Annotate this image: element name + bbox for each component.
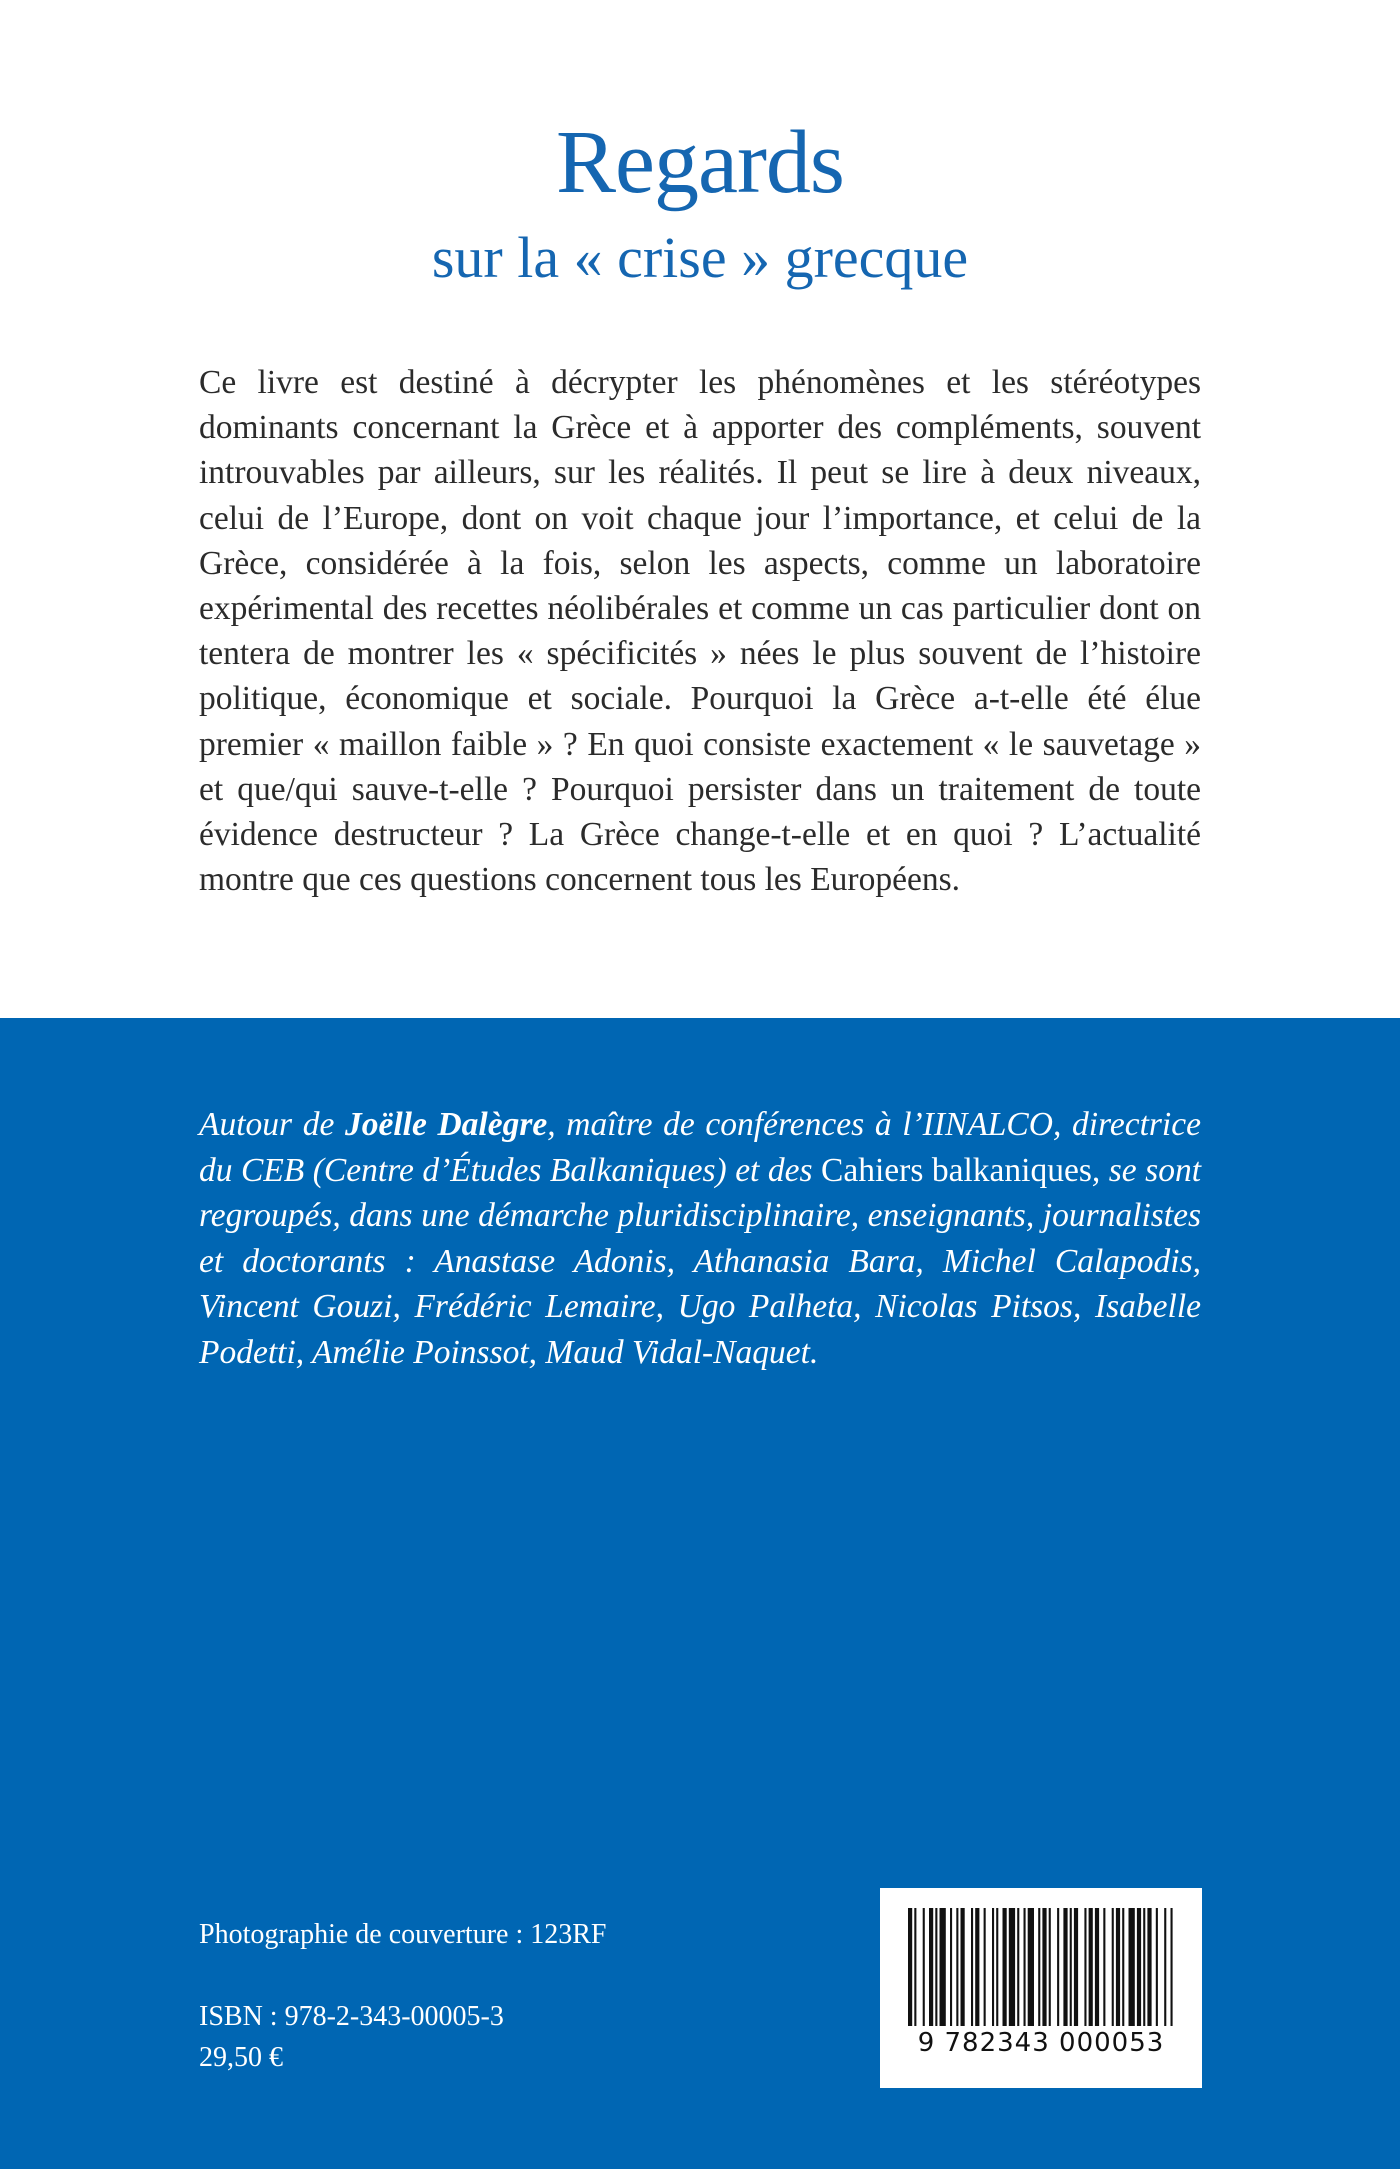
- barcode-bar: [1070, 1908, 1072, 2026]
- barcode-bar: [971, 1908, 973, 2026]
- barcode-bar: [1089, 1908, 1093, 2026]
- barcode-bar: [984, 1908, 986, 2026]
- barcode-bar: [940, 1908, 946, 2026]
- barcode-bar: [914, 1908, 916, 2026]
- barcode-bar: [975, 1908, 979, 2026]
- barcode-bar: [908, 1908, 912, 2026]
- book-subtitle: sur la « crise » grecque: [431, 225, 969, 290]
- barcode-bar: [1156, 1908, 1158, 2026]
- isbn: ISBN : 978-2-343-00005-3: [199, 2001, 504, 2032]
- book-title: Regards: [556, 113, 844, 212]
- barcode-bar: [1147, 1908, 1151, 2026]
- barcode-digits: 9 782343 000053: [917, 2028, 1165, 2058]
- barcode-bar: [950, 1908, 952, 2026]
- authors-intro: Autour de: [199, 1106, 345, 1143]
- editor-name: Joëlle Dalègre: [344, 1106, 548, 1143]
- barcode-bar: [1116, 1908, 1120, 2026]
- barcode-bar: [1024, 1908, 1026, 2026]
- photo-credit: Photographie de couverture : 123RF: [199, 1919, 607, 1950]
- authors-paragraph: [199, 1102, 1201, 1375]
- barcode-bar: [1028, 1908, 1034, 2026]
- barcode: [880, 1888, 1202, 2088]
- barcode-bar: [1129, 1908, 1135, 2026]
- barcode-bar: [1038, 1908, 1040, 2026]
- barcode-bar: [929, 1908, 933, 2026]
- barcode-bar: [1112, 1908, 1114, 2026]
- barcode-bar: [1057, 1908, 1059, 2026]
- authors-text-2: , se sont regroupés, dans une démarche pluridisciplinaire, enseignants, journalistes et doctorants : Anastase Adonis, Athanasia Bara, Michel Calapodis, Vincent Gouzi, Frédéric Lemaire, Ugo Palheta, Nicolas Pitsos, Isabelle Podetti, Amélie Poinssot, Maud Vidal-Naquet.: [199, 1151, 1201, 1371]
- barcode-bar: [1084, 1908, 1086, 2026]
- top-panel: [0, 0, 1400, 1018]
- barcode-bar: [1017, 1908, 1019, 2026]
- barcode-bar: [1137, 1908, 1141, 2026]
- barcode-bar: [1049, 1908, 1051, 2026]
- barcode-bar: [1171, 1908, 1173, 2026]
- barcode-bar: [1074, 1908, 1078, 2026]
- barcode-bars: [880, 1888, 1202, 2088]
- bottom-panel: [0, 1018, 1400, 2169]
- barcode-bar: [935, 1908, 937, 2026]
- authors-text-1: , maître de conférences à l’IINALCO, directrice du CEB (Centre d’Études Balkaniques) et des: [199, 1106, 1201, 1189]
- barcode-bar: [923, 1908, 925, 2026]
- barcode-bar: [1095, 1908, 1099, 2026]
- barcode-bar: [1003, 1908, 1007, 2026]
- journal-title: Cahiers balkaniques: [821, 1151, 1092, 1189]
- barcode-bar: [1063, 1908, 1067, 2026]
- barcode-bar: [1009, 1908, 1015, 2026]
- barcode-bar: [996, 1908, 998, 2026]
- barcode-bar: [992, 1908, 994, 2026]
- barcode-bar: [1122, 1908, 1124, 2026]
- price: 29,50 €: [199, 2042, 283, 2073]
- book-summary: Ce livre est destiné à décrypter les phénomènes et les stéréotypes dominants concernant la Grèce et à apporter des compléments, souvent introuvables par ailleurs, sur les réalités. Il peut se lire à deux niveaux, celui de l’Europe, dont on voit chaque jour l’importance, et celui de la Grèce, considérée à la fois, selon les aspects, comme un laboratoire expérimental des recettes néolibérales et comme un cas particulier dont on tentera de montrer les « spécificités » nées le plus souvent de l’histoire politique, économique et sociale. Pourquoi la Grèce a-t-elle été élue premier « maillon faible » ? En quoi consiste exactement « le sauvetage » et que/qui sauve-t-elle ? Pourquoi persister dans un traitement de toute évidence destructeur ? La Grèce change-t-elle et en quoi ? L’actualité montre que ces questions concernent tous les Européens.: [199, 364, 1201, 899]
- barcode-bar: [961, 1908, 965, 2026]
- barcode-bar: [1042, 1908, 1046, 2026]
- barcode-bar: [1164, 1908, 1166, 2026]
- barcode-bar: [1103, 1908, 1105, 2026]
- barcode-bar: [1143, 1908, 1145, 2026]
- barcode-bar: [956, 1908, 958, 2026]
